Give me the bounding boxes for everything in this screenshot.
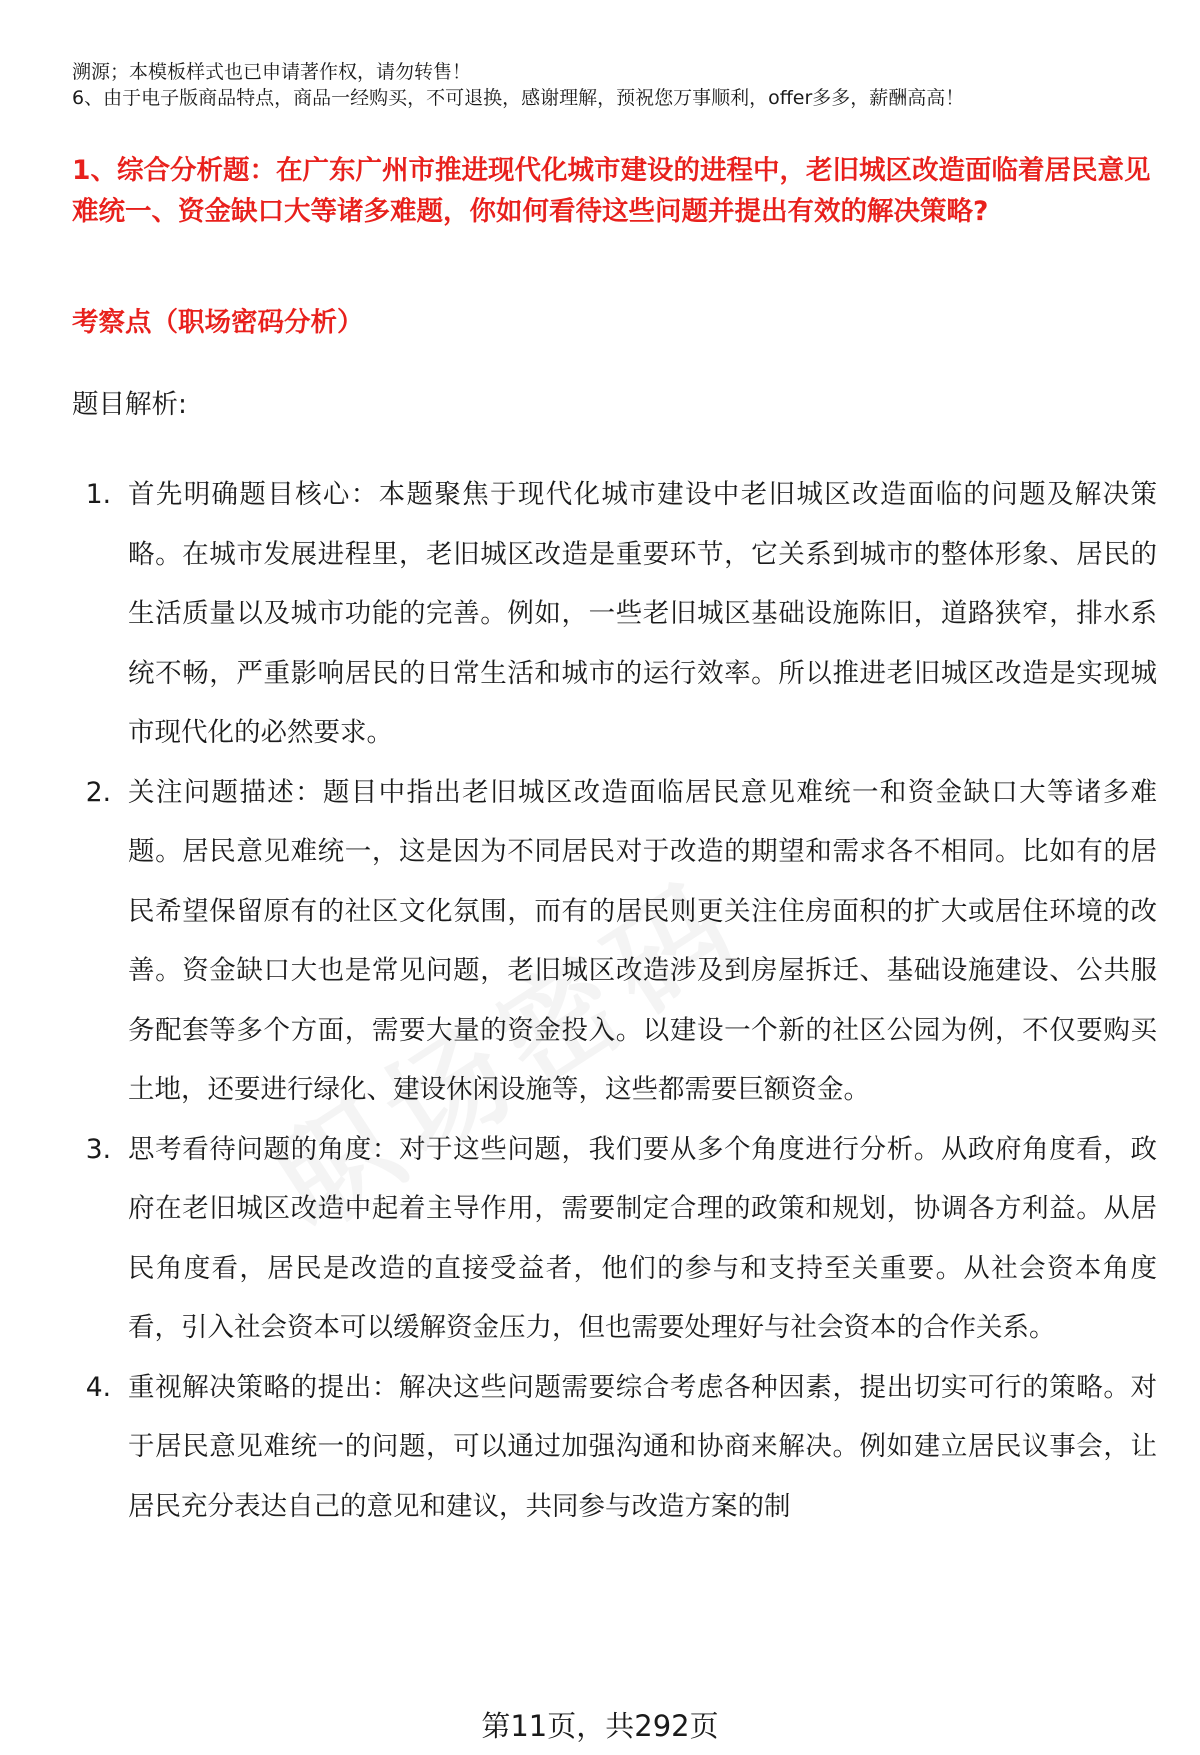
list-item-number: 3. (85, 1133, 111, 1165)
analysis-list (72, 465, 1157, 1536)
list-item (72, 1358, 1157, 1537)
page-number-footer: 第11页，共292页 (481, 1709, 719, 1743)
list-item-number: 2. (85, 776, 111, 808)
section-title: 考察点（职场密码分析） (72, 307, 364, 338)
list-item-text: 关注问题描述：题目中指出老旧城区改造面临居民意见难统一和资金缺口大等诸多难题。居民意见难统一，这是因为不同居民对于改造的期望和需求各不相同。比如有的居民希望保留原有的社区文化氛围，而有的居民则更关注住房面积的扩大或居住环境的改善。资金缺口大也是常见问题，老旧城区改造涉及到房屋拆迁、基础设施建设、公共服务配套等多个方面，需要大量的资金投入。以建设一个新的社区公园为例，不仅要购买土地，还要进行绿化、建设休闲设施等，这些都需要巨额资金。 (128, 776, 1157, 1105)
notice-line-1: 溯源；本模板样式也已申请著作权，请勿转售！ (72, 61, 472, 83)
list-item-number: 1. (85, 479, 111, 510)
notice-line-2: 6、由于电子版商品特点，商品一经购买，不可退换，感谢理解，预祝您万事顺利，offer多多，薪酬高高！ (72, 87, 965, 109)
question-heading: 1、综合分析题：在广东广州市推进现代化城市建设的进程中，老旧城区改造面临着居民意见难统一、资金缺口大等诸多难题，你如何看待这些问题并提出有效的解决策略? (72, 155, 1151, 227)
list-item (72, 465, 1157, 763)
list-item-number: 4. (85, 1371, 111, 1403)
list-item-text: 首先明确题目核心：本题聚焦于现代化城市建设中老旧城区改造面临的问题及解决策略。在城市发展进程里，老旧城区改造是重要环节，它关系到城市的整体形象、居民的生活质量以及城市功能的完善。例如，一些老旧城区基础设施陈旧，道路狭窄，排水系统不畅，严重影响居民的日常生活和城市的运行效率。所以推进老旧城区改造是实现城市现代化的必然要求。 (128, 479, 1157, 748)
analysis-subtitle: 题目解析: (72, 389, 187, 420)
list-item-text: 思考看待问题的角度：对于这些问题，我们要从多个角度进行分析。从政府角度看，政府在老旧城区改造中起着主导作用，需要制定合理的政策和规划，协调各方利益。从居民角度看，居民是改造的直接受益者，他们的参与和支持至关重要。从社会资本角度看，引入社会资本可以缓解资金压力，但也需要处理好与社会资本的合作关系。 (128, 1133, 1157, 1343)
list-item-text: 重视解决策略的提出：解决这些问题需要综合考虑各种因素，提出切实可行的策略。对于居民意见难统一的问题，可以通过加强沟通和协商来解决。例如建立居民议事会，让居民充分表达自己的意见和建议，共同参与改造方案的制 (128, 1371, 1157, 1522)
list-item (72, 763, 1157, 1120)
list-item (72, 1120, 1157, 1358)
